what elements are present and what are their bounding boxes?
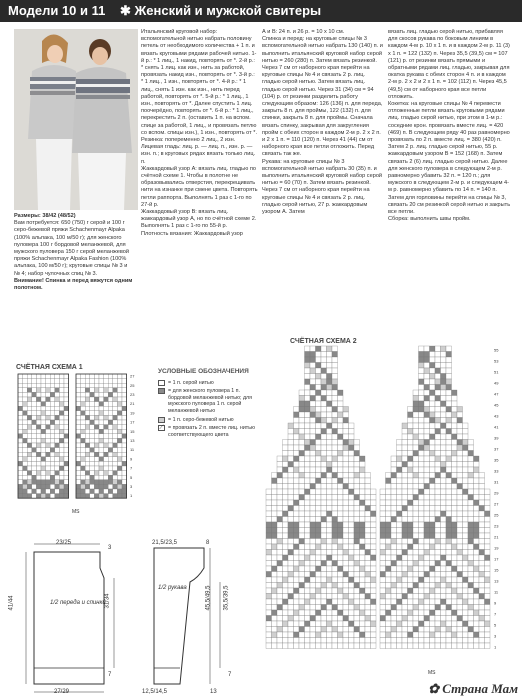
chart1-row-number: 23 xyxy=(130,392,135,397)
chart2-row-number: 37 xyxy=(494,446,499,452)
chart2-row-number: 47 xyxy=(494,391,499,397)
chart1-row-number: 27 xyxy=(130,373,135,379)
assembly-text: Сборка: выполнить швы пройм. xyxy=(388,216,471,223)
chart1-row-number: 19 xyxy=(130,410,135,416)
sweater-photo-illustration xyxy=(14,29,138,210)
chart2-row-number: 17 xyxy=(494,556,499,562)
attention-text: Внимание! Спинка и перед вяжутся одним полотном. xyxy=(14,277,133,292)
chart1-row-number: 17 xyxy=(130,419,135,425)
site-watermark: ✿ Страна Мам xyxy=(428,681,518,696)
gauge-cont-text: А и В: 24 п. и 26 р. = 10 х 10 см. xyxy=(262,29,345,35)
sleeve-schematic xyxy=(140,538,260,698)
header-title: ✱ Женский и мужской свитеры xyxy=(120,3,322,18)
legend-label-melange: = для женского пуловера 1 п. бордовой меланжевой нитью; для мужского пуловера 1 п. серой меланжевой нитью xyxy=(168,388,252,414)
chart2-row-number: 29 xyxy=(494,490,499,496)
chart2-row-number: 35 xyxy=(494,457,499,463)
body-mid-label: 31/34 xyxy=(104,593,111,609)
chart1-panel-left xyxy=(18,374,69,498)
body-top-label: 23/25 xyxy=(56,540,72,546)
gauge-text: Плотность вязания: Жаккардовый узор xyxy=(141,230,243,237)
body-small-label: 3 xyxy=(108,545,112,551)
chart1-row-number: 9 xyxy=(130,456,133,462)
chart2-row-number: 51 xyxy=(494,369,499,375)
sleeve-side-label: 45,5/49,5 xyxy=(205,585,212,611)
chart2-row-number: 39 xyxy=(494,435,499,441)
sleeve-mid-label: 35,5/39,5 xyxy=(223,585,230,611)
legend-label-beige: = 1 п. серо-бежевой нитью xyxy=(168,416,234,423)
body-bottom-label: 27/29 xyxy=(54,689,70,695)
chart1-row-number: 11 xyxy=(130,447,135,453)
chart2-row-number: 3 xyxy=(494,633,497,639)
instructions-column-4 xyxy=(388,29,512,223)
body-rib-label: 7 xyxy=(108,672,112,678)
sizes-text: Размеры: 38/42 (48/52) xyxy=(14,213,76,219)
chart2-panels xyxy=(266,346,490,649)
chart2-row-number: 45 xyxy=(494,402,499,408)
chart1-ms-label: MS xyxy=(72,509,80,515)
chart1-grid xyxy=(16,372,156,517)
chart2-row-number: 43 xyxy=(494,413,499,419)
counting-chart-1 xyxy=(16,372,156,517)
chart1-panel-right xyxy=(76,374,127,498)
chart1-row-number: 5 xyxy=(130,474,133,480)
intro-column xyxy=(14,213,134,292)
sleeve-center-label: 1/2 рукава xyxy=(158,585,187,591)
rib-text: Резинка: попеременно 2 лиц., 2 изн. xyxy=(141,137,236,144)
legend-row-k2tog xyxy=(158,425,258,438)
stockinette-text: Лицевая гладь: лиц. р. — лиц. п., изн. р. — изн. п.; в круговых рядах вязать только лиц. п. xyxy=(141,144,256,165)
legend xyxy=(158,369,258,440)
chart2-row-number: 25 xyxy=(494,512,499,518)
chart2-row-number: 49 xyxy=(494,380,499,386)
sleeves-text: Рукава: на круговые спицы № 3 вспомогательной нитью набрать 30 (35) п. и выполнить итальянский круговой набор серой нитью = 60 (70) п. Затем вязать резинкой. Через 7 см от наборного края перейти на круговые спицы № 4 и связать 2 р. лиц. гладью серой нитью, 27 р. жаккардовым узором А. Затем xyxy=(262,158,383,216)
chart2-row-number: 55 xyxy=(494,347,499,353)
legend-swatch-k2tog: ⟋ xyxy=(159,425,164,432)
sleeve-bottom-right-label: 13 xyxy=(210,689,217,695)
chart2-row-number: 23 xyxy=(494,523,499,529)
chart2-row-number: 53 xyxy=(494,358,499,364)
chart2-row-number: 27 xyxy=(494,501,499,507)
chart1-row-number: 25 xyxy=(130,382,135,388)
legend-swatch-grey xyxy=(158,380,165,386)
chart2-row-number: 31 xyxy=(494,479,499,485)
header-models: Модели 10 и 11 xyxy=(8,3,106,18)
legend-row-melange xyxy=(158,388,258,414)
instructions-column-3 xyxy=(262,29,384,216)
chart2-row-number: 33 xyxy=(494,468,499,474)
chart2-row-number: 15 xyxy=(494,567,499,573)
back-front-text: Спинка и перед: на круговые спицы № 3 вспомогательной нитью набрать 130 (140) п. и выполнить итальянский круговой набор серой нитью = 260 (280) п. Затем вязать резинкой. Через 7 см от наборного края перейти на круговые спицы № 4 и связать 2 р. лиц. гладью серой нитью. Затем вязать лиц. гладью серой нитью. Через 31 (34) см = 94 (104) р. от резинки разделить работу следующим образом: 126 (136) п. для переда, закрыть 8 п. для проймы, 122 (132) п. для спинки, закрыть 8 п. для проймы. Сначала вязать спинку, закрывая для закругления пройм с обеих сторон в каждом 2-м р. 2 х 2 п. и 2 х 1 п. = 110 (120) п. Через 41 (44) см от наборного края все петли отложить. Перед связать так же. xyxy=(262,36,383,158)
legend-title: УСЛОВНЫЕ ОБОЗНАЧЕНИЯ xyxy=(158,368,249,375)
counting-chart-2 xyxy=(262,344,512,676)
instructions-column-2 xyxy=(141,29,258,238)
chart2-row-number: 13 xyxy=(494,578,499,584)
chart2-row-number: 7 xyxy=(494,611,497,617)
legend-label-k2tog: = провязать 2 п. вместе лиц. нитью соответствующего цвета xyxy=(168,425,255,438)
legend-swatch-melange xyxy=(158,388,165,394)
chart2-grid xyxy=(262,344,512,676)
chart2-ms-label: MS xyxy=(428,670,436,676)
chart2-row-number: 9 xyxy=(494,600,497,606)
legend-label-grey: = 1 п. серой нитью xyxy=(168,379,214,386)
body-center-label: 1/2 переда и спинки xyxy=(50,600,106,606)
legend-row-beige xyxy=(158,417,258,424)
model-photo xyxy=(14,29,138,210)
body-schematic-drawing xyxy=(14,538,134,698)
chart1-title: СЧЁТНАЯ СХЕМА 1 xyxy=(16,364,83,371)
chart1-row-number: 21 xyxy=(130,401,135,407)
yoke-text: Кокетка: на круговые спицы № 4 перевести отложенные петли вязать круговыми рядами лиц. гладью серой нитью, при этом в 1-м р.: соседние крон. провязать вместе лиц. = 420 (469) п. В следующем ряду 40 раз равномерно провязать по 2 п. вместе лиц. = 380 (420) п. Затем 2 р. лиц. гладью серой нитью, 55 р. жаккардовым узором В = 152 (168) п. Затем связать 2 (6) лиц. гладью серой нитью. Далее для женского пуловера в следующем 2-м р. равномерно убавить 32 п. = 120 п.; для мужского в следующем 2-м р. и следующем 4-м р. равномерно убавить по 14 п. = 140 п. Затем для горловины перейти на спицы № 3, связать 20 см резинкой серой нитью и закрыть все петли. xyxy=(388,101,511,216)
sleeves-cont-text: вязать лиц. гладью серой нитью, прибавляя для скосов рукава по боковым линиям в каждом 4-м р. 10 х 1 п. и в каждом 2-м р. 11 (3) х 1 п. = 122 (132) п. Через 35,5 (39,5) см = 107 (121) р. от резинки вязать прямыми и обратными рядами лиц. гладью, закрывая для окатка рукава с обеих сторон 4 п. и в каждом 2-м р. 2 х 2 и 2 х 1 п. = 102 (112) п. Через 45,5 (49,5) см от наборного края все петли отложить. xyxy=(388,29,510,100)
materials-text: Вам потребуется: 650 (750) г серой и 100 г серо-бежевой пряжи Schachenmayr Alpaka (100% альпака, 100 м/50 г); для женского пуловера 100 г бордовой меланжевой, для мужского пуловера 150 г серой меланжевой пряжи Schachenmayr Alpaka Fashion (100% альпака, 100 м/50 г); круговые спицы № 3 и № 4; набор чулочных спиц № 3. xyxy=(14,220,129,277)
chart1-row-number: 15 xyxy=(130,428,135,434)
sleeve-top-label: 21,5/23,5 xyxy=(152,540,178,546)
page-header xyxy=(0,0,522,22)
sleeve-top-right-label: 8 xyxy=(206,540,210,546)
chart2-row-number: 19 xyxy=(494,545,499,551)
jacquard-a-text: Жаккардовый узор А: вязать лиц. гладью по счётной схеме 1. Чтобы в полотне не образовывались отверстия, перекрещивать нити на изнанке при смене цвета. Повторять петли раппорта. Выполнять 1 раз с 1-го по 27-й р. xyxy=(141,165,258,208)
legend-swatch-beige xyxy=(158,417,165,423)
body-schematic xyxy=(14,538,134,698)
chart2-row-number: 41 xyxy=(494,424,499,430)
chart1-row-number: 1 xyxy=(130,493,133,499)
chart2-row-number: 11 xyxy=(494,589,499,595)
jacquard-b-text: Жаккардовый узор В: вязать лиц. жаккардовый узор А, но по счётной схеме 2. Выполнять 1 раз с 1-го по 55-й р. xyxy=(141,209,257,230)
chart1-row-number: 7 xyxy=(130,465,133,471)
chart2-row-number: 1 xyxy=(494,644,497,650)
chart1-row-number: 13 xyxy=(130,438,135,443)
chart2-title: СЧЁТНАЯ СХЕМА 2 xyxy=(290,338,357,345)
italian-cast-on-text: Итальянский круговой набор: вспомогательной нитью набрать половину петель от необходимого количества + 1 п. и вязать круговыми рядами рабочей нитью. 1-й р.: * 1 лиц., 1 накид, повторять от *. 2-й р.: * снять 1 лиц. как изн., нить за работой, провязать накид изн., повторять от *. 3-й р.: * 1 лиц., 1 изн., повторять от *. 4-й р.: * 1 лиц., снять 1 изн. как изн., нить перед работой, повторять от *. 5-й р.: * 1 лиц., 1 изн., повторять от *. Далее спустить 1 лиц. поочерёдно, повторять от *. 6-й р.: * 1 лиц., перекрестить 2 п. (оставить 1 п. на вспом. спице за работой, 1 лиц., и провязать петлю со вспом. спицы изн.), 1 изн., повторять от *. xyxy=(141,29,258,136)
legend-row-grey xyxy=(158,380,258,387)
body-side-label: 41/44 xyxy=(8,595,15,611)
chart1-row-number: 3 xyxy=(130,484,133,489)
chart2-row-number: 21 xyxy=(494,534,499,540)
chart2-row-number: 5 xyxy=(494,622,497,628)
sleeve-rib-label: 7 xyxy=(228,672,232,678)
sleeve-schematic-drawing xyxy=(140,538,260,698)
sleeve-bottom-label: 12,5/14,5 xyxy=(142,689,168,695)
